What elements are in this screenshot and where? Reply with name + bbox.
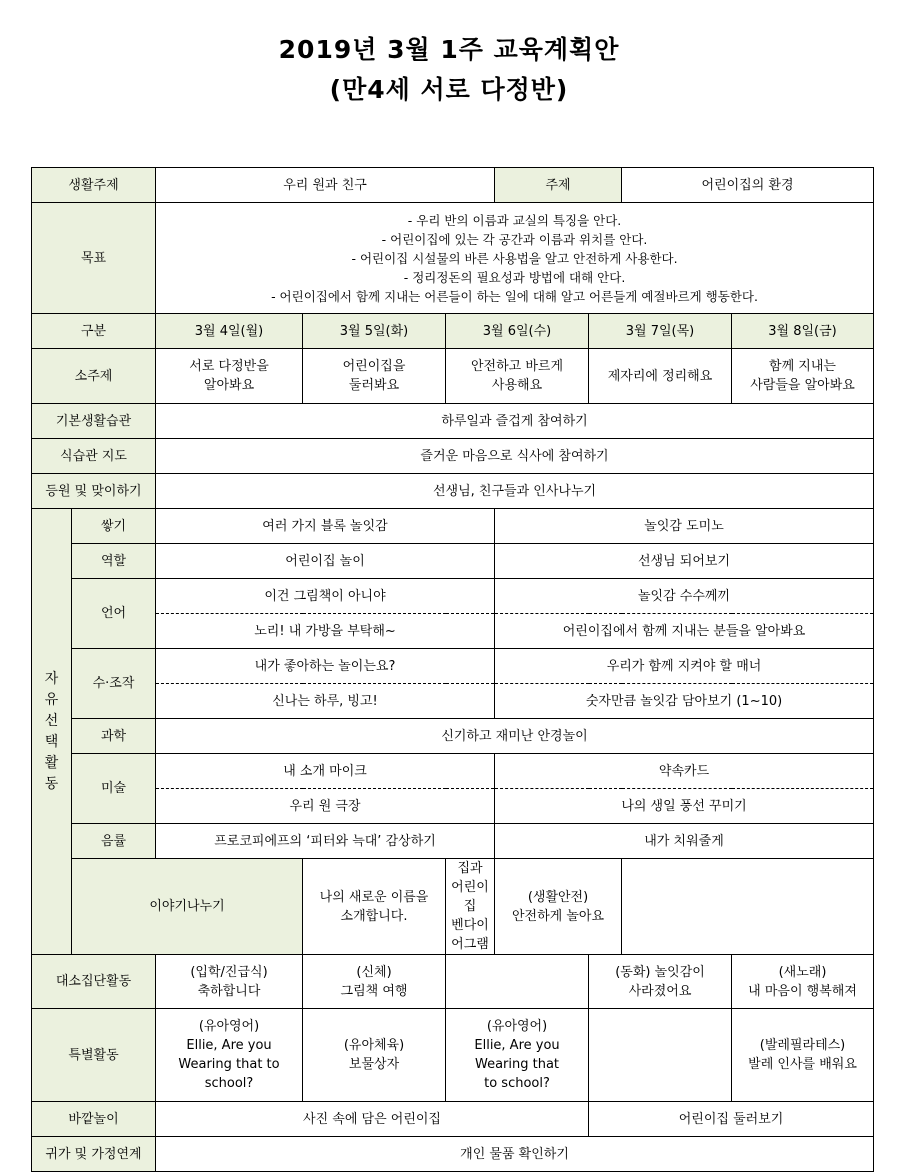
- special-thu: [589, 1009, 732, 1102]
- free-role-row: [32, 544, 874, 579]
- free-lang-row-1: [32, 579, 874, 614]
- subtopic-label: 소주제: [32, 349, 156, 404]
- eating-label: 식습관 지도: [32, 439, 156, 474]
- activity-role-a: 어린이집 놀이: [156, 544, 495, 579]
- free-art-row-1: [32, 754, 874, 789]
- story-label: 이야기나누기: [72, 859, 303, 955]
- group-line: (동화) 놀잇감이: [615, 964, 705, 980]
- day-fri: 3월 8일(금): [732, 314, 874, 349]
- activity-blocks-a: 여러 가지 블록 놀잇감: [156, 509, 495, 544]
- special-row: [32, 1009, 874, 1102]
- special-line: Wearing that to: [178, 1057, 280, 1072]
- document-title: 2019년 3월 1주 교육계획안: [278, 35, 620, 64]
- group-row: [32, 955, 874, 1009]
- free-science-row: [32, 719, 874, 754]
- group-line: 사라졌어요: [628, 983, 692, 999]
- group-line: (신체): [356, 964, 392, 980]
- goal-item: - 어린이집에서 함께 지내는 어른들이 하는 일에 대해 알고 어른들게 예절바르게 행동한다.: [271, 288, 758, 304]
- special-line: Wearing that: [474, 1057, 560, 1072]
- special-line: 보물상자: [348, 1057, 400, 1072]
- activity-music-a: 프로코피에프의 ‘피터와 늑대’ 감상하기: [156, 824, 495, 859]
- days-row: [32, 314, 874, 349]
- outdoor-row: [32, 1102, 874, 1137]
- day-tue: 3월 5일(화): [303, 314, 446, 349]
- greeting-value: 선생님, 친구들과 인사나누기: [156, 474, 874, 509]
- basic-habit-row: [32, 404, 874, 439]
- activity-science-a: 신기하고 재미난 안경놀이: [156, 719, 874, 754]
- area-art-label: 미술: [72, 754, 156, 824]
- eating-value: 즐거운 마음으로 식사에 참여하기: [156, 439, 874, 474]
- subtopic-thu: [589, 349, 732, 404]
- story-line: 나의 새로운 이름을: [319, 889, 429, 905]
- basic-habit-value: 하루일과 즐겁게 참여하기: [156, 404, 874, 439]
- activity-math-a2: 신나는 하루, 빙고!: [156, 684, 495, 719]
- day-wed: 3월 6일(수): [446, 314, 589, 349]
- activity-art-b1: 약속카드: [495, 754, 874, 789]
- greeting-row: [32, 474, 874, 509]
- area-lang-label: 언어: [72, 579, 156, 649]
- subtopic-fri: [732, 349, 874, 404]
- story-wed: [495, 859, 622, 955]
- special-label: 특별활동: [32, 1009, 156, 1102]
- special-line: (유아체육): [343, 1038, 405, 1053]
- subtopic-wed: [446, 349, 589, 404]
- group-line: 축하합니다: [197, 983, 261, 999]
- special-line: (유아영어): [486, 1019, 548, 1034]
- theme-label: 주제: [495, 168, 622, 203]
- free-math-row-2: [32, 684, 874, 719]
- activity-lang-b1: 놀잇감 수수께끼: [495, 579, 874, 614]
- subtopic-line: 제자리에 정리해요: [607, 368, 713, 384]
- special-line: (발레필라테스): [759, 1038, 846, 1053]
- subtopic-mon: [156, 349, 303, 404]
- special-line: Ellie, Are you: [474, 1038, 560, 1053]
- group-mon: [156, 955, 303, 1009]
- goals-list: [156, 203, 874, 314]
- area-music-label: 음률: [72, 824, 156, 859]
- area-blocks-label: 쌓기: [72, 509, 156, 544]
- eating-row: [32, 439, 874, 474]
- free-math-row-1: [32, 649, 874, 684]
- special-line: 발레 인사를 배워요: [748, 1057, 857, 1072]
- subtopic-line: 어린이집을: [342, 359, 406, 374]
- special-fri: [732, 1009, 874, 1102]
- goals-label: 목표: [32, 203, 156, 314]
- group-label: 대소집단활동: [32, 955, 156, 1009]
- subtopic-line: 안전하고 바르게: [470, 359, 564, 374]
- group-thu: [589, 955, 732, 1009]
- group-line: (새노래): [778, 964, 827, 980]
- goal-item: - 어린이집 시설물의 바른 사용법을 알고 안전하게 사용한다.: [351, 250, 678, 266]
- activity-role-b: 선생님 되어보기: [495, 544, 874, 579]
- special-line: to school?: [484, 1076, 550, 1091]
- outdoor-a: 사진 속에 담은 어린이집: [156, 1102, 589, 1137]
- activity-lang-b2: 어린이집에서 함께 지내는 분들을 알아봐요: [495, 614, 874, 649]
- activity-math-a1: 내가 좋아하는 놀이는요?: [156, 649, 495, 684]
- group-line: 내 마음이 행복해져: [748, 983, 857, 999]
- free-lang-row-2: [32, 614, 874, 649]
- story-line: 안전하게 놀아요: [511, 908, 605, 924]
- activity-art-a1: 내 소개 마이크: [156, 754, 495, 789]
- story-line: 벤다이어그램: [451, 918, 489, 952]
- day-thu: 3월 7일(목): [589, 314, 732, 349]
- special-line: Ellie, Are you: [186, 1038, 272, 1053]
- free-art-row-2: [32, 789, 874, 824]
- goal-item: - 정리정돈의 필요성과 방법에 대해 안다.: [403, 269, 626, 285]
- subtopic-line: 사람들을 알아봐요: [750, 378, 855, 393]
- activity-lang-a2: 노리! 내 가방을 부탁해~: [156, 614, 495, 649]
- activity-lang-a1: 이건 그림책이 아니야: [156, 579, 495, 614]
- free-blocks-row: [32, 509, 874, 544]
- outdoor-label: 바깥놀이: [32, 1102, 156, 1137]
- homelink-value: 개인 물품 확인하기: [156, 1137, 874, 1172]
- group-line: 그림책 여행: [340, 983, 408, 999]
- subtopic-line: 알아봐요: [203, 378, 255, 393]
- story-line: (생활안전): [527, 889, 589, 905]
- group-line: (입학/진급식): [190, 964, 268, 980]
- group-wed: [446, 955, 589, 1009]
- free-choice-label-text: 자유선택활동: [44, 670, 59, 792]
- subtopic-row: [32, 349, 874, 404]
- free-choice-label: [32, 509, 72, 955]
- special-mon: [156, 1009, 303, 1102]
- activity-art-a2: 우리 원 극장: [156, 789, 495, 824]
- day-mon: 3월 4일(월): [156, 314, 303, 349]
- outdoor-b: 어린이집 둘러보기: [589, 1102, 874, 1137]
- story-thu: [622, 859, 874, 955]
- story-line: 집과 어린이집: [451, 861, 489, 914]
- theme-row: [32, 168, 874, 203]
- story-line: 소개합니다.: [340, 908, 408, 924]
- days-label: 구분: [32, 314, 156, 349]
- goal-item: - 우리 반의 이름과 교실의 특징을 안다.: [407, 212, 622, 228]
- lesson-plan-table: [31, 167, 874, 1172]
- story-mon: [303, 859, 446, 955]
- area-role-label: 역할: [72, 544, 156, 579]
- theme-value: 어린이집의 환경: [622, 168, 874, 203]
- basic-habit-label: 기본생활습관: [32, 404, 156, 439]
- special-tue: [303, 1009, 446, 1102]
- subtopic-tue: [303, 349, 446, 404]
- special-line: school?: [204, 1076, 254, 1091]
- group-tue: [303, 955, 446, 1009]
- homelink-label: 귀가 및 가정연계: [32, 1137, 156, 1172]
- activity-blocks-b: 놀잇감 도미노: [495, 509, 874, 544]
- activity-math-b2: 숫자만큼 놀잇감 담아보기 (1~10): [495, 684, 874, 719]
- activity-art-b2: 나의 생일 풍선 꾸미기: [495, 789, 874, 824]
- subtopic-line: 둘러봐요: [348, 378, 400, 393]
- subtopic-line: 함께 지내는: [769, 359, 836, 374]
- life-theme-value: 우리 원과 친구: [156, 168, 495, 203]
- free-music-row: [32, 824, 874, 859]
- document-subtitle: (만4세 서로 다정반): [329, 75, 569, 104]
- story-tue: [446, 859, 495, 955]
- special-line: (유아영어): [198, 1019, 260, 1034]
- subtopic-line: 서로 다정반을: [189, 359, 269, 374]
- goal-item: - 어린이집에 있는 각 공간과 이름과 위치를 안다.: [381, 231, 648, 247]
- group-fri: [732, 955, 874, 1009]
- homelink-row: [32, 1137, 874, 1172]
- area-science-label: 과학: [72, 719, 156, 754]
- area-math-label: 수·조작: [72, 649, 156, 719]
- goals-row: [32, 203, 874, 314]
- story-row: [32, 859, 874, 955]
- activity-math-b1: 우리가 함께 지켜야 할 매너: [495, 649, 874, 684]
- life-theme-label: 생활주제: [32, 168, 156, 203]
- subtopic-line: 사용해요: [491, 378, 543, 393]
- special-wed: [446, 1009, 589, 1102]
- activity-music-b: 내가 치워줄게: [495, 824, 874, 859]
- greeting-label: 등원 및 맞이하기: [32, 474, 156, 509]
